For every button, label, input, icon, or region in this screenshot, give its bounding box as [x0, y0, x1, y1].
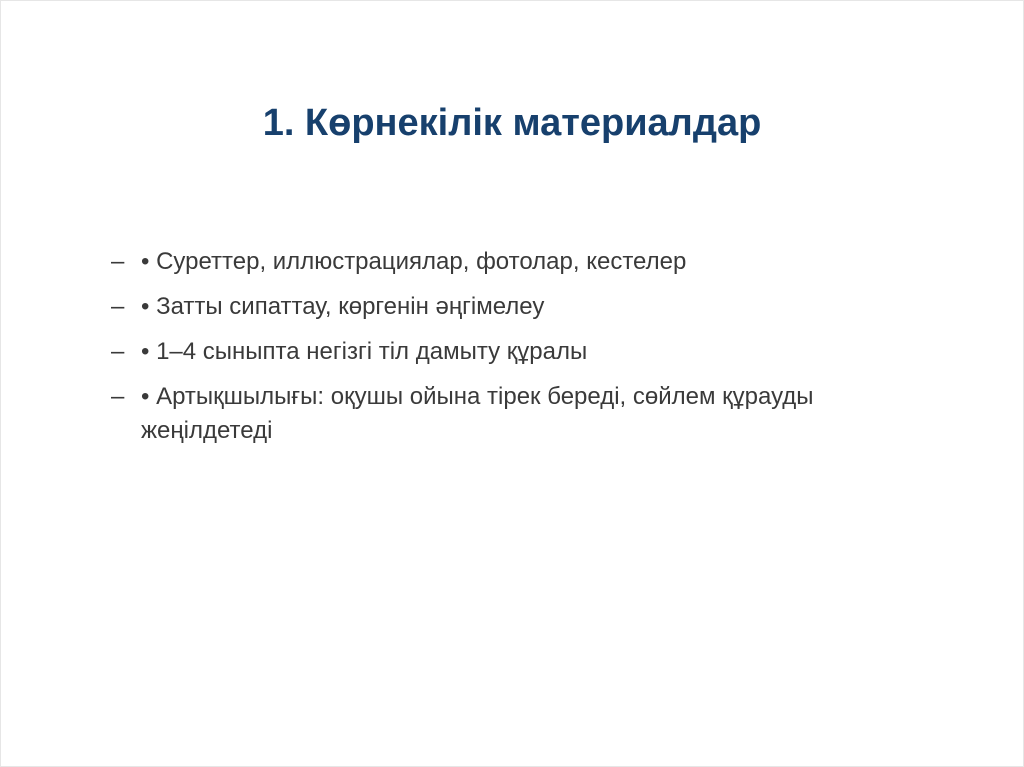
dash-marker: –	[111, 338, 125, 365]
bullet-text: • Затты сипаттау, көргенін әңгімелеу	[141, 293, 545, 320]
dash-marker: –	[111, 293, 125, 320]
list-item	[111, 335, 871, 369]
bullet-list	[111, 245, 871, 459]
list-item	[111, 245, 871, 279]
list-item	[111, 380, 871, 448]
list-item	[111, 290, 871, 324]
dash-marker: –	[111, 248, 125, 275]
bullet-text: • Артықшылығы: оқушы ойына тірек береді, сөйлем құрауды жеңілдетеді	[141, 383, 814, 444]
bullet-text: • 1–4 сыныпта негізгі тіл дамыту құралы	[141, 338, 588, 365]
bullet-text: • Суреттер, иллюстрациялар, фотолар, кестелер	[141, 248, 687, 275]
dash-marker: –	[111, 383, 125, 410]
slide-title: 1. Көрнекілік материалдар	[262, 102, 762, 145]
